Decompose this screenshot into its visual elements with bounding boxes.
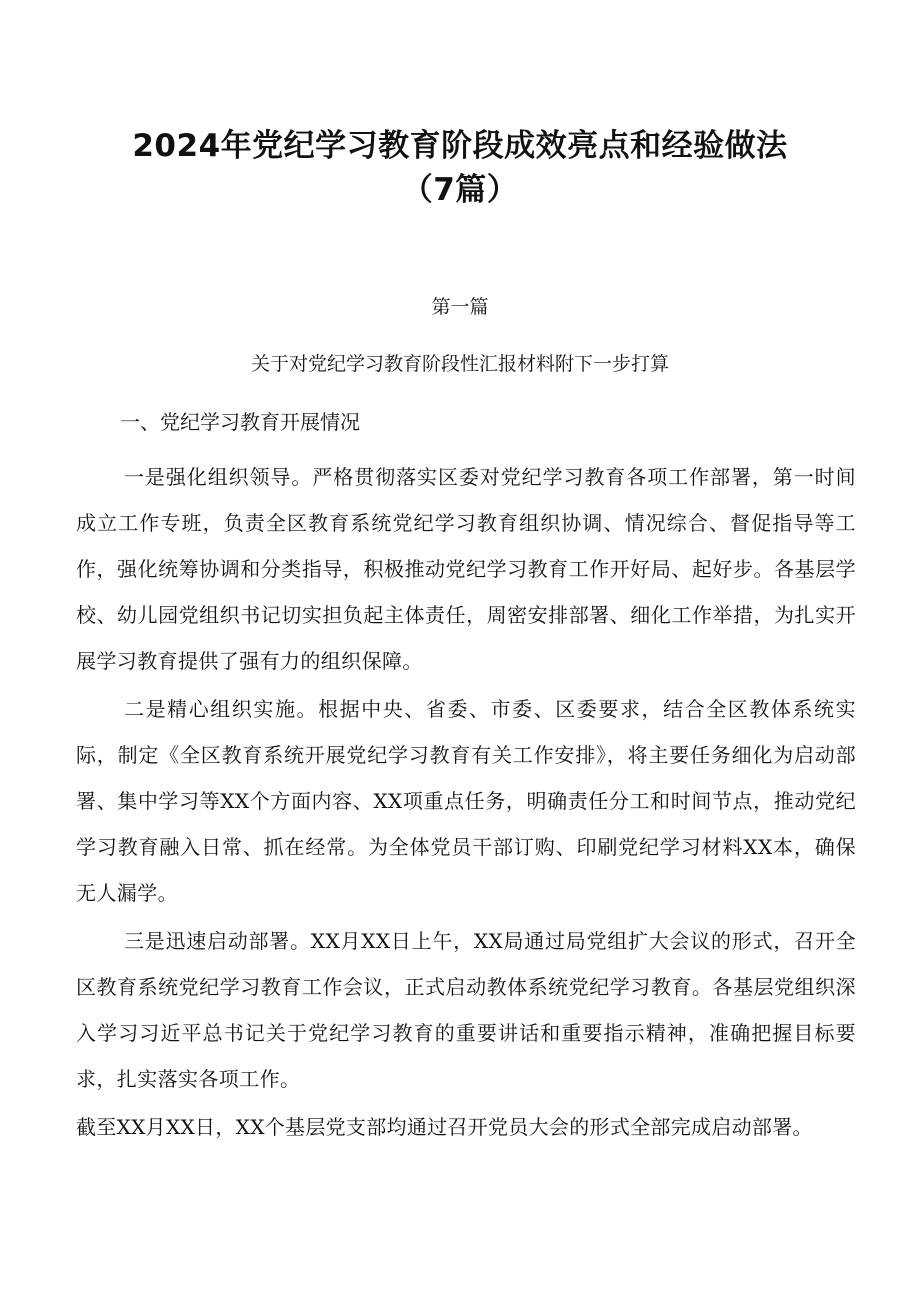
paragraph-organization: 一是强化组织领导。严格贯彻落实区委对党纪学习教育各项工作部署，第一时间成立工作专班，负责全区教育系统党纪学习教育组织协调、情况综合、督促指导等工作，强化统筹协调和分类指导，积极推动党纪学习教育工作开好局、起好步。各基层学校、幼儿园党组织书记切实担负起主体责任，周密安排部署、细化工作举措，为扎实开展学习教育提供了强有力的组织保障。 (76, 465, 856, 673)
part-label: 第一篇 (431, 296, 489, 318)
section-heading (120, 406, 360, 435)
paragraph-deployment: 三是迅速启动部署。XX月XX日上午，XX局通过局党组扩大会议的形式，召开全区教育系统党纪学习教育工作会议，正式启动教体系统党纪学习教育。各基层党组织深入学习习近平总书记关于党纪学习教育的重要讲话和重要指示精神，准确把握目标要求，扎实落实各项工作。 (76, 929, 856, 1091)
section-heading-number: 一、党纪学习 (120, 410, 240, 434)
document-title: 2024年党纪学习教育阶段成效亮点和经验做法（7篇） (132, 128, 788, 208)
paragraph-closing: 截至XX月XX日，XX个基层党支部均通过召开党员大会的形式全部完成启动部署。 (76, 1115, 813, 1139)
document-subtitle: 关于对党纪学习教育阶段性汇报材料附下一步打算 (250, 353, 669, 375)
paragraph-implementation: 二是精心组织实施。根据中央、省委、市委、区委要求，结合全区教体系统实际，制定《全区教育系统开展党纪学习教育有关工作安排》，将主要任务细化为启动部署、集中学习等XX个方面内容、XX项重点任务，明确责任分工和时间节点，推动党纪学习教育融入日常、抓在经常。为全体党员干部订购、印刷党纪学习材料XX本，确保无人漏学。 (76, 697, 856, 905)
section-heading-text: 教育开展情况 (240, 410, 360, 434)
